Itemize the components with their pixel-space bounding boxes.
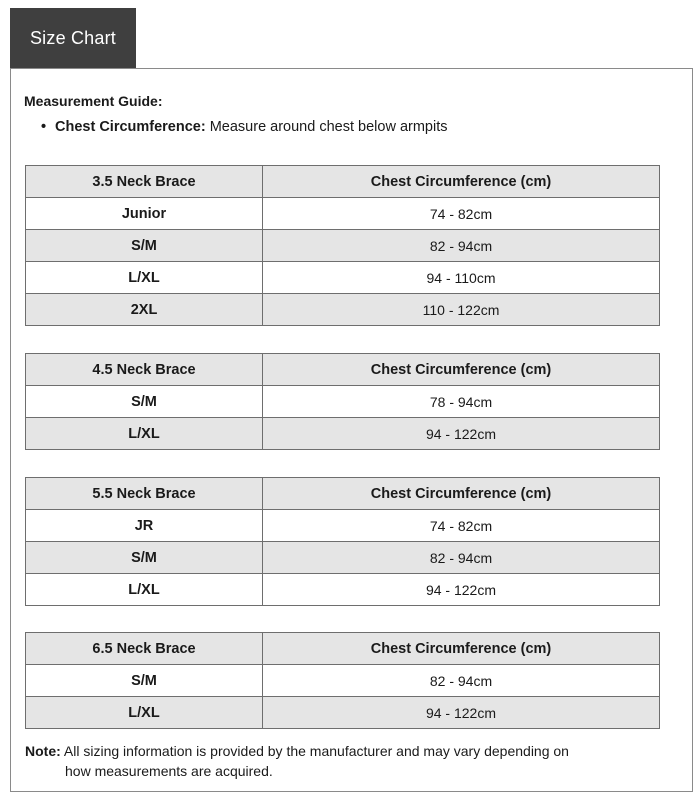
size-cell: L/XL: [26, 418, 263, 450]
chest-range-cell: 82 - 94cm: [263, 542, 660, 574]
table-header-model: 4.5 Neck Brace: [26, 354, 263, 386]
table-header-row: [26, 478, 660, 510]
size-cell: Junior: [26, 198, 263, 230]
chest-range-cell: 110 - 122cm: [263, 294, 660, 326]
table-row: [26, 542, 660, 574]
note-text-line1: All sizing information is provided by the manufacturer and may vary depending on: [63, 743, 569, 759]
chest-range-cell: 94 - 122cm: [263, 418, 660, 450]
note-label: Note:: [25, 743, 61, 759]
table-row: [26, 665, 660, 697]
table-row: [26, 510, 660, 542]
table-header-chest: Chest Circumference (cm): [263, 478, 660, 510]
table-header-chest: Chest Circumference (cm): [263, 354, 660, 386]
chest-range-cell: 78 - 94cm: [263, 386, 660, 418]
chest-range-cell: 94 - 122cm: [263, 574, 660, 606]
size-cell: JR: [26, 510, 263, 542]
size-table-4-5: [25, 353, 660, 450]
size-cell: S/M: [26, 665, 263, 697]
size-table-3-5: [25, 165, 660, 326]
size-cell: S/M: [26, 386, 263, 418]
table-row: [26, 386, 660, 418]
measurement-description: Measure around chest below armpits: [209, 119, 448, 135]
table-row: [26, 418, 660, 450]
table-header-model: 6.5 Neck Brace: [26, 633, 263, 665]
chest-range-cell: 82 - 94cm: [263, 665, 660, 697]
table-row: [26, 262, 660, 294]
table-row: [26, 574, 660, 606]
size-table-5-5: [25, 477, 660, 606]
table-header-model: 5.5 Neck Brace: [26, 478, 263, 510]
table-header-chest: Chest Circumference (cm): [263, 166, 660, 198]
table-row: [26, 198, 660, 230]
size-chart-panel: [10, 68, 693, 792]
size-cell: S/M: [26, 230, 263, 262]
sizing-note: [25, 741, 665, 781]
note-text-line2: how measurements are acquired.: [65, 763, 273, 779]
measurement-term: Chest Circumference:: [55, 119, 206, 135]
measurement-guide-title: Measurement Guide:: [24, 93, 163, 109]
table-row: [26, 697, 660, 729]
size-cell: L/XL: [26, 574, 263, 606]
table-row: [26, 230, 660, 262]
table-header-row: [26, 166, 660, 198]
bullet-icon: •: [41, 119, 47, 135]
chest-range-cell: 94 - 110cm: [263, 262, 660, 294]
chest-range-cell: 82 - 94cm: [263, 230, 660, 262]
size-cell: L/XL: [26, 262, 263, 294]
table-header-row: [26, 633, 660, 665]
table-header-model: 3.5 Neck Brace: [26, 166, 263, 198]
tab-size-chart[interactable]: [10, 8, 136, 68]
size-cell: 2XL: [26, 294, 263, 326]
table-row: [26, 294, 660, 326]
size-table-6-5: [25, 632, 660, 729]
table-header-row: [26, 354, 660, 386]
table-header-chest: Chest Circumference (cm): [263, 633, 660, 665]
size-cell: S/M: [26, 542, 263, 574]
size-cell: L/XL: [26, 697, 263, 729]
tab-size-chart-label: Size Chart: [29, 27, 117, 48]
measurement-guide-item: [41, 119, 447, 135]
chest-range-cell: 74 - 82cm: [263, 510, 660, 542]
chest-range-cell: 94 - 122cm: [263, 697, 660, 729]
chest-range-cell: 74 - 82cm: [263, 198, 660, 230]
